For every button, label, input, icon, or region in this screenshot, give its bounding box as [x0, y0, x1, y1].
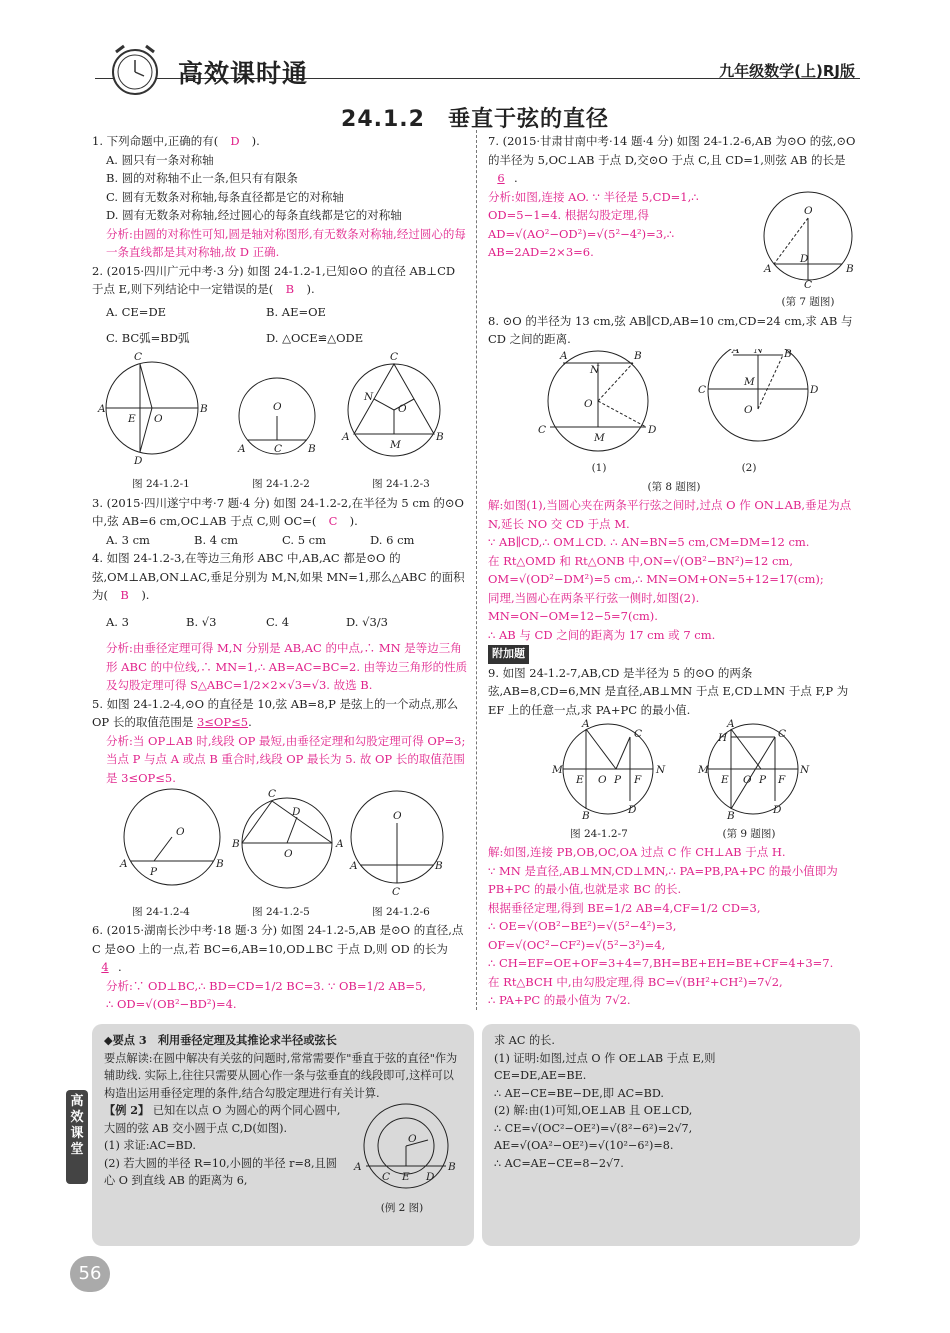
svg-text:B: B [232, 838, 240, 850]
question-7: 7. (2015·甘肃甘南中考·14 题·4 分) 如图 24-1.2-6,AB 为⊙O 的弦,⊙O 的半径为 5,OC⊥AB 于点 D,交⊙O 于点 C,且 CD=1,则弦 AB 的长是 6 . [488, 134, 856, 185]
svg-text:C: C [698, 383, 707, 396]
svg-text:B: B [727, 810, 735, 819]
q9-solution-1: 解:如图,连接 PB,OB,OC,OA 过点 C 作 CH⊥AB 于点 H. [488, 845, 786, 859]
q1-option-b: B. 圆的对称轴不止一条,但只有有限条 [106, 171, 298, 185]
question-3: 3. (2015·四川遂宁中考·7 题·4 分) 如图 24-1.2-2,在半径为 5 cm 的⊙O 中,弦 AB=6 cm,OC⊥AB 于点 C,则 OC=( C ). [92, 495, 464, 528]
svg-text:C: C [804, 278, 813, 288]
svg-text:C: C [634, 728, 643, 740]
q5-analysis: 分析:当 OP⊥AB 时,线段 OP 最短,由垂径定理和勾股定理可得 OP=3;当点 P 与点 A 或点 B 重合时,线段 OP 最长为 5. 故 OP 长的取值范围是 3≤OP≤5. [106, 733, 466, 785]
svg-text:O: O [176, 826, 185, 838]
q8-solution-7: ∴ AB 与 CD 之间的距离为 17 cm 或 7 cm. [488, 627, 716, 642]
page-title: 24.1.2 垂直于弦的直径 [341, 107, 609, 132]
svg-text:A: A [727, 719, 735, 730]
svg-text:M: M [698, 764, 709, 776]
figure-q9 [488, 719, 858, 819]
q9-solution-5: OF=√(OC²−CF²)=√(5²−3²)=4, [488, 937, 666, 952]
q7-analysis: 分析:如图,连接 AO. ∵ 半径是 5,CD=1,∴ OD=5−1=4. 根据勾股定理,得 AD=√(AO²−OD²)=√(5²−4²)=3,∴ AB=2AD=2×3=6. [488, 189, 699, 259]
svg-text:C: C [134, 350, 143, 363]
svg-text:A: A [582, 719, 590, 730]
svg-text:B: B [436, 430, 444, 443]
svg-text:O: O [154, 412, 163, 425]
svg-text:E: E [576, 774, 584, 786]
svg-text:H: H [718, 732, 728, 744]
svg-text:E: E [402, 1171, 410, 1183]
q8-solution-5: 同理,当圆心在两条平行弦一侧时,如图(2). [488, 590, 700, 605]
svg-text:A: A [342, 430, 350, 443]
svg-text:O: O [744, 403, 753, 416]
svg-text:B: B [846, 262, 854, 275]
q8-solution-6: MN=ON−OM=12−5=7(cm). [488, 609, 658, 623]
example-2-cont: 求 AC 的长. [494, 1034, 555, 1047]
figures-4-to-6 [92, 787, 462, 897]
figure-q7 [760, 188, 856, 288]
question-8: 8. ⊙O 的半径为 13 cm,弦 AB∥CD,AB=10 cm,CD=24 cm,求 AB 与 CD 之间的距离. [488, 313, 853, 346]
caption-q8: (第 8 题图) [647, 480, 701, 493]
svg-text:A: A [120, 858, 128, 870]
proof-2: CE=DE,AE=BE. [494, 1069, 587, 1082]
q2-options-row1: A. CE=DE B. AE=OE [106, 304, 326, 319]
svg-text:O: O [393, 810, 402, 822]
svg-text:C: C [274, 442, 283, 455]
svg-text:A: A [238, 442, 246, 455]
example-2: 【例 2】 已知在以点 O 为圆心的两个同心圆中,大圆的弦 AB 交小圆于点 C,D(如图). [104, 1103, 341, 1135]
svg-text:D: D [134, 454, 143, 467]
svg-text:E: E [721, 774, 729, 786]
question-2: 2. (2015·四川广元中考·3 分) 如图 24-1.2-1,已知⊙O 的直径 AB⊥CD 于点 E,则下列结论中一定错误的是( B ). [92, 263, 456, 296]
figure-q8 [488, 349, 858, 454]
captions-q9: 图 24-1.2-7 (第 9 题图) [570, 827, 776, 840]
q9-solution-8: ∴ PA+PC 的最小值为 7√2. [488, 993, 631, 1007]
solve-3: AE=√(OA²−OE²)=√(10²−6²)=8. [494, 1139, 674, 1152]
solve-1: (2) 解:由(1)可知,OE⊥AB 且 OE⊥CD, [494, 1104, 693, 1117]
svg-text:O: O [598, 774, 607, 786]
svg-text:O: O [743, 774, 752, 786]
svg-text:C: C [778, 728, 787, 740]
svg-text:B: B [200, 402, 208, 415]
q1-option-a: A. 圆只有一条对称轴 [106, 152, 214, 167]
q3-options: A. 3 cm B. 4 cm C. 5 cm D. 6 cm [106, 532, 415, 547]
right-column [488, 132, 860, 1010]
solve-2: ∴ CE=√(OC²−OE²)=√(8²−6²)=2√7, [494, 1121, 693, 1135]
svg-text:O: O [408, 1133, 417, 1145]
svg-text:D: D [292, 806, 301, 818]
question-9: 9. 如图 24-1.2-7,AB,CD 是半径为 5 的⊙O 的两条弦,AB=8,CD=6,MN 是直径,AB⊥MN 于点 E,CD⊥MN 于点 F,P 为 EF 上的任意一点,求 PA+PC 的最小值. [488, 665, 849, 717]
q6-analysis-2: ∴ OD=√(OB²−BD²)=4. [106, 997, 237, 1011]
svg-text:D: D [810, 383, 819, 396]
svg-text:D: D [648, 423, 657, 436]
q4-options: A. 3 B. √3 C. 4 D. √3/3 [106, 614, 388, 629]
svg-text:N: N [364, 390, 374, 403]
svg-text:A: A [764, 262, 772, 275]
caption-q7: (第 7 题图) [781, 296, 835, 308]
q9-solution-3: 根据垂径定理,得到 BE=1/2 AB=4,CF=1/2 CD=3, [488, 900, 761, 915]
q1-analysis: 分析:由圆的对称性可知,圆是轴对称图形,有无数条对称轴,经过圆心的每一条直线都是其对称轴,故 D 正确. [106, 226, 466, 259]
question-5: 5. 如图 24-1.2-4,⊙O 的直径是 10,弦 AB=8,P 是弦上的一个动点,那么 OP 长的取值范围是 3≤OP≤5. [92, 696, 459, 729]
svg-text:A: A [732, 348, 740, 356]
svg-text:D: D [628, 804, 637, 816]
svg-text:D: D [426, 1171, 435, 1183]
svg-text:B: B [634, 349, 642, 362]
grade-label: 九年级数学(上)RJ版 [719, 62, 855, 80]
q8-solution-1: 解:如图(1),当圆心夹在两条平行弦之间时,过点 O 作 ON⊥AB,垂足为点 N,延长 NO 交 CD 于点 M. [488, 498, 852, 531]
svg-text:B: B [784, 348, 792, 360]
example-2-part2: (2) 若大圆的半径 R=10,小圆的半径 r=8,且圆心 O 到直线 AB 的距离为 6, [104, 1156, 337, 1187]
proof-3: ∴ AE−CE=BE−DE,即 AC=BD. [494, 1086, 664, 1100]
captions-q8: (1) (2) [591, 462, 757, 474]
solve-4: ∴ AC=AE−CE=8−2√7. [494, 1156, 624, 1170]
svg-text:P: P [614, 774, 622, 786]
svg-text:A: A [350, 860, 358, 872]
q1-option-d: D. 圆有无数条对称轴,经过圆心的每条直线都是它的对称轴 [106, 208, 402, 222]
caption-example-2: (例 2 图) [380, 1201, 424, 1214]
example-solution-box [482, 1024, 860, 1246]
question-1: 1. 下列命题中,正确的有( D ). [92, 134, 260, 148]
q1-option-c: C. 圆有无数条对称轴,每条直径都是它的对称轴 [106, 189, 344, 204]
svg-text:B: B [448, 1161, 456, 1173]
svg-text:A: A [336, 838, 344, 850]
svg-text:N: N [754, 348, 764, 356]
svg-text:M: M [594, 431, 605, 444]
svg-text:B: B [582, 810, 590, 819]
svg-text:N: N [656, 764, 666, 776]
extra-question-tag: 附加题 [488, 645, 529, 664]
q9-solution-4: ∴ OE=√(OB²−BE²)=√(5²−4²)=3, [488, 919, 677, 933]
svg-text:N: N [590, 363, 600, 376]
svg-text:D: D [773, 804, 782, 816]
svg-text:O: O [584, 397, 593, 410]
svg-text:P: P [759, 774, 767, 786]
svg-text:A: A [354, 1161, 362, 1173]
side-tab: 高效课堂 [66, 1090, 88, 1184]
figure-captions-1: 图 24-1.2-1 图 24-1.2-2 图 24-1.2-3 [132, 478, 430, 490]
q8-solution-4: OM=√(OD²−DM²)=5 cm,∴ MN=OM+ON=5+12=17(cm); [488, 572, 824, 586]
svg-text:D: D [800, 252, 809, 265]
q9-solution-7: 在 Rt△BCH 中,由勾股定理,得 BC=√(BH²+CH²)=7√2, [488, 974, 783, 989]
svg-text:O: O [398, 402, 407, 415]
question-4: 4. 如图 24-1.2-3,在等边三角形 ABC 中,AB,AC 都是⊙O 的弦,OM⊥AB,ON⊥AC,垂足分别为 M,N,如果 MN=1,那么△ABC 的面积为( B ). [92, 551, 465, 602]
svg-text:N: N [800, 764, 810, 776]
question-6: 6. (2015·湖南长沙中考·18 题·3 分) 如图 24-1.2-5,AB 是⊙O 的直径,点 C 是⊙O 上的一点,若 BC=6,AB=10,OD⊥BC 于点 D,则 OD 的长为 4 . [92, 923, 464, 974]
q6-analysis-1: 分析:∵ OD⊥BC,∴ BD=CD=1/2 BC=3. ∵ OB=1/2 AB=5, [106, 978, 427, 993]
svg-text:E: E [128, 412, 136, 425]
q9-solution-6: ∴ CH=EF=OE+OF=3+4=7,BH=BE+EH=BE+CF=4+3=7. [488, 956, 834, 970]
svg-text:F: F [634, 774, 642, 786]
svg-text:O: O [284, 848, 293, 860]
svg-text:B: B [216, 858, 224, 870]
figures-1-to-3 [92, 348, 462, 470]
svg-text:M: M [744, 375, 755, 388]
svg-text:B: B [435, 860, 443, 872]
key-point-reading: 要点解读:在圆中解决有关弦的问题时,常常需要作"垂直于弦的直径"作为辅助线. 实际上,往往只需要从圆心作一条与弦垂直的线段即可,这样可以构造出运用垂径定理的条件,结合勾股定理进行有关计算. [104, 1051, 458, 1100]
figure-example-2 [344, 1102, 460, 1194]
q9-solution-2: ∵ MN 是直径,AB⊥MN,CD⊥MN,∴ PA=PB,PA+PC 的最小值即为 PB+PC 的最小值,也就是求 BC 的长. [488, 863, 838, 896]
svg-text:O: O [804, 204, 813, 217]
svg-text:C: C [268, 788, 277, 800]
q8-solution-2: ∵ AB∥CD,∴ OM⊥CD. ∴ AN=BN=5 cm,CM=DM=12 cm. [488, 535, 810, 549]
proof-1: (1) 证明:如图,过点 O 作 OE⊥AB 于点 E,则 [494, 1051, 716, 1065]
left-column [92, 132, 470, 1014]
q8-solution-3: 在 Rt△OMD 和 Rt△ONB 中,ON=√(OB²−BN²)=12 cm, [488, 553, 793, 568]
svg-text:C: C [382, 1171, 391, 1183]
figure-captions-2: 图 24-1.2-4 图 24-1.2-5 图 24-1.2-6 [132, 905, 430, 918]
svg-text:M: M [390, 438, 401, 451]
example-2-part1: (1) 求证:AC=BD. [104, 1139, 196, 1152]
key-point-heading: ◆要点 3 利用垂径定理及其推论求半径或弦长 [104, 1033, 337, 1047]
column-divider [476, 130, 477, 1010]
brand-name: 高效课时通 [178, 59, 309, 88]
svg-text:A: A [560, 349, 568, 362]
page-number: 56 [70, 1256, 110, 1292]
svg-text:C: C [392, 886, 401, 897]
svg-text:C: C [390, 350, 399, 363]
q2-options-row2: C. BC弧=BD弧 D. △OCE≌△ODE [106, 331, 364, 345]
svg-text:C: C [538, 423, 547, 436]
q4-analysis: 分析:由垂径定理可得 M,N 分别是 AB,AC 的中点,∴ MN 是等边三角形 ABC 的中位线,∴ MN=1,∴ AB=AC=BC=2. 由等边三角形的性质及勾股定理可得 S△ABC=1/2×2×√3=√3. 故选 B. [106, 641, 468, 692]
svg-text:P: P [150, 866, 158, 878]
svg-text:A: A [98, 402, 106, 415]
svg-text:B: B [308, 442, 316, 455]
key-point-box [92, 1024, 474, 1246]
svg-text:O: O [273, 400, 282, 413]
svg-text:M: M [552, 764, 563, 776]
svg-text:F: F [778, 774, 786, 786]
